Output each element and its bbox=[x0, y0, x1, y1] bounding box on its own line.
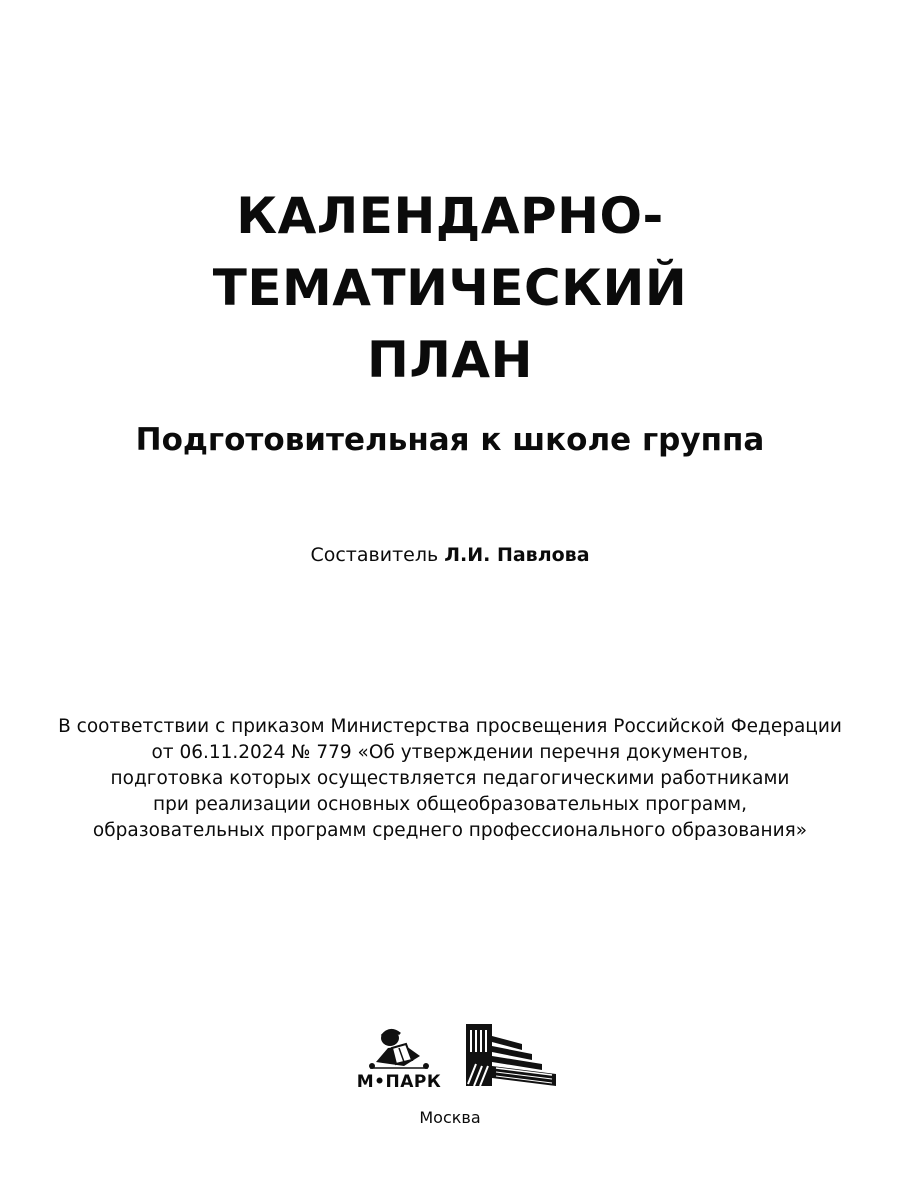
decree-line: от 06.11.2024 № 779 «Об утверждении перечня документов, bbox=[151, 742, 749, 763]
decree-line: образовательных программ среднего профессионального образования» bbox=[92, 820, 808, 841]
compiler-name: Л.И. Павлова bbox=[444, 544, 590, 566]
mpark-logo bbox=[354, 1026, 444, 1100]
reading-figure-icon bbox=[362, 1026, 434, 1072]
decree-line: при реализации основных общеобразовательных программ, bbox=[153, 794, 747, 815]
document-title bbox=[0, 180, 900, 396]
compiler-line bbox=[0, 541, 900, 569]
decree-line: В соответствии с приказом Министерства просвещения Российской Федерации bbox=[58, 716, 842, 737]
decree-reference bbox=[0, 714, 900, 844]
publication-city: Москва bbox=[419, 1108, 481, 1127]
document-subtitle: Подготовительная к школе группа bbox=[135, 422, 765, 458]
title-line: ТЕМАТИЧЕСКИЙ bbox=[212, 259, 688, 317]
compiler-label: Составитель bbox=[310, 544, 439, 566]
publisher-logos bbox=[350, 1020, 570, 1100]
title-line: КАЛЕНДАРНО- bbox=[236, 187, 664, 245]
books-logo-icon bbox=[462, 1020, 562, 1092]
mpark-logo-label: М•ПАРК bbox=[356, 1072, 442, 1092]
title-line: ПЛАН bbox=[367, 331, 533, 389]
decree-line: подготовка которых осуществляется педагогическими работниками bbox=[110, 768, 790, 789]
